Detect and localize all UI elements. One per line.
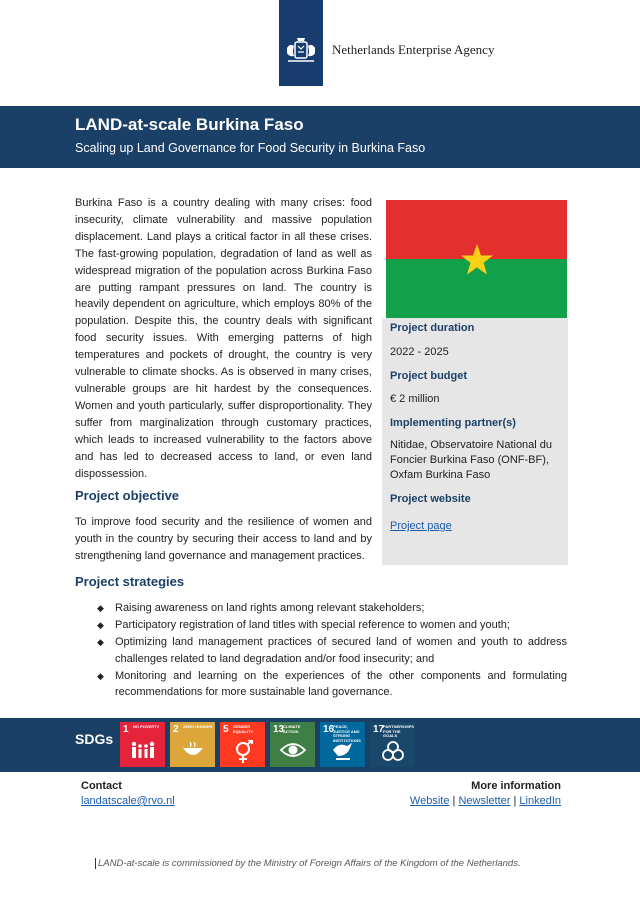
- sdg-tile-1: 1 NO POVERTY: [120, 722, 165, 767]
- page-title: LAND-at-scale Burkina Faso: [75, 115, 304, 134]
- sdg-tile-13: 13 CLIMATE ACTION: [270, 722, 315, 767]
- duration-label: Project duration: [390, 322, 475, 334]
- sdg-tile-2: 2 ZERO HUNGER: [170, 722, 215, 767]
- contact-heading: Contact: [81, 780, 122, 792]
- page-subtitle: Scaling up Land Governance for Food Security in Burkina Faso: [75, 141, 426, 155]
- project-page-link[interactable]: Project page: [390, 520, 452, 532]
- project-info-box: [382, 318, 568, 565]
- sdg-label: SDGs: [75, 731, 114, 747]
- diamond-bullet-icon: ◆: [97, 620, 104, 631]
- family-icon: [130, 740, 156, 762]
- duration-value: 2022 - 2025: [390, 346, 449, 358]
- objective-text: To improve food security and the resilience of women and youth in the country by securing their access to land and by strengthening land governance and management practices.: [75, 516, 372, 562]
- contact-email-link[interactable]: landatscale@rvo.nl: [81, 795, 175, 807]
- sdg-bar: [0, 718, 640, 772]
- gender-equality-icon: [230, 740, 256, 764]
- partners-value: Nitidae, Observatoire National du Foncier Burkina Faso (ONF-BF), Oxfam Burkina Faso: [390, 439, 553, 481]
- sdg-tile-16: 16 PEACE, JUSTICE AND STRONG INSTITUTIONS: [320, 722, 365, 767]
- diamond-bullet-icon: ◆: [97, 637, 104, 648]
- list-item: ◆ Optimizing land management practices of secured land of women and youth to address challenges related to land degradation and/or food insecurity; and: [97, 636, 567, 665]
- sdg-tile-5: 5 GENDER EQUALITY: [220, 722, 265, 767]
- more-info-heading: More information: [471, 780, 561, 792]
- sdg-tile-17: 17 PARTNERSHIPS FOR THE GOALS: [370, 722, 415, 767]
- dove-gavel-icon: [330, 740, 356, 762]
- burkina-faso-flag: [386, 200, 567, 318]
- footer-note: LAND-at-scale is commissioned by the Ministry of Foreign Affairs of the Kingdom of the Netherlands.: [95, 858, 521, 869]
- list-item: ◆ Raising awareness on land rights among relevant stakeholders;: [97, 600, 567, 616]
- diamond-bullet-icon: ◆: [97, 603, 104, 613]
- partnership-flower-icon: [380, 740, 406, 764]
- newsletter-link[interactable]: Newsletter: [458, 795, 511, 807]
- more-info-links: [410, 795, 561, 807]
- linkedin-link[interactable]: LinkedIn: [519, 795, 561, 807]
- coat-of-arms-icon: [283, 36, 319, 66]
- logo-block: [279, 0, 323, 86]
- link-separator: |: [452, 795, 456, 807]
- list-item: ◆ Participatory registration of land titles with special reference to women and youth;: [97, 617, 567, 633]
- intro-paragraph: Burkina Faso is a country dealing with many crises: food insecurity, climate vulnerability and massive population displacement. Land plays a critical factor in all these crises. The fast-growing population, degradation of land as well as widespread migration of the population across Burkina Faso are putting rampant pressures on land. The country is heavily dependent on agriculture, which employs 80% of the population. Despite this, the country deals with significant food security issues. With emerging patterns of high temperatures and pockets of drought, the country is very vulnerable to climate shocks. As is observed in many crises, vulnerable groups are hit hardest by the consequences. Women and youth particularly, suffer disproportionality. They suffer from marginalization through customary practices, which leads to increased vulnerability to the factors above and has led to decreased access to land, or even land dispossession.: [75, 197, 372, 480]
- diamond-bullet-icon: ◆: [97, 670, 104, 681]
- objective-heading: Project objective: [75, 488, 180, 503]
- strategies-heading: Project strategies: [75, 574, 185, 589]
- title-banner: [0, 106, 640, 168]
- budget-label: Project budget: [390, 370, 468, 382]
- list-item: ◆ Monitoring and learning on the experiences of the other components and formulating recommendations for more sustainable land governance.: [97, 669, 567, 699]
- budget-value: € 2 million: [390, 393, 440, 405]
- website-label: Project website: [390, 493, 471, 505]
- star-icon: [460, 243, 494, 277]
- agency-name: Netherlands Enterprise Agency: [332, 42, 495, 57]
- food-bowl-icon: [180, 740, 206, 762]
- eye-globe-icon: [280, 740, 306, 760]
- website-link[interactable]: Website: [409, 795, 450, 807]
- strategies-list: [97, 600, 567, 701]
- link-separator: |: [513, 795, 517, 807]
- partners-label: Implementing partner(s): [390, 417, 516, 429]
